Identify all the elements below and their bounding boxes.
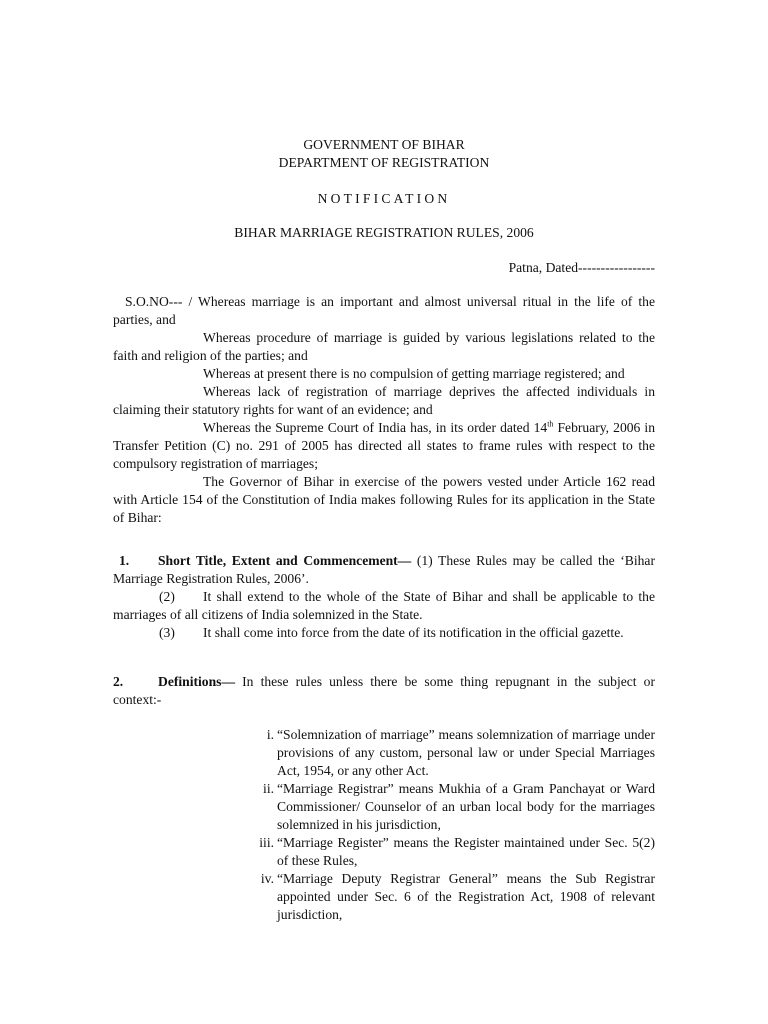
section-2: [113, 673, 655, 709]
preamble-para-3: Whereas at present there is no compulsion of getting marriage registered; and: [203, 366, 625, 381]
preamble-para-4: Whereas lack of registration of marriage deprives the affected individuals in claiming their statutory rights for want of an evidence; and: [113, 384, 655, 417]
preamble-para-5-a: Whereas the Supreme Court of India has, in its order dated 14: [203, 420, 548, 435]
rules-title: BIHAR MARRIAGE REGISTRATION RULES, 2006: [234, 225, 534, 240]
section-1-clause-3: It shall come into force from the date of its notification in the official gazette.: [203, 625, 624, 640]
section-1-clause-2-number: (2): [159, 589, 175, 604]
definition-number: iii.: [259, 835, 274, 850]
definition-text: “Marriage Deputy Registrar General” means the Sub Registrar appointed under Sec. 6 of the Registration Act, 1908 of relevant jurisdiction,: [277, 871, 655, 922]
definition-item: [240, 870, 655, 924]
definitions-list: [240, 726, 655, 924]
dated-line: Patna, Dated-----------------: [508, 260, 655, 275]
department-heading: DEPARTMENT OF REGISTRATION: [278, 155, 490, 170]
section-1-para-1: [113, 552, 655, 588]
section-1-para-2: [113, 588, 655, 624]
definition-number: ii.: [263, 781, 274, 796]
section-1-number: 1.: [119, 553, 130, 568]
definition-text: “Marriage Register” means the Register maintained under Sec. 5(2) of these Rules,: [277, 835, 655, 868]
preamble-para-1: S.O.NO--- / Whereas marriage is an important and almost universal ritual in the life of the parties, and: [113, 294, 655, 327]
preamble: [113, 293, 655, 527]
preamble-para-2: Whereas procedure of marriage is guided by various legislations related to the faith and religion of the parties; and: [113, 330, 655, 363]
definition-item: [240, 780, 655, 834]
definition-item: [240, 726, 655, 780]
definition-text: “Marriage Registrar” means Mukhia of a Gram Panchayat or Ward Commissioner/ Counselor of an urban local body for the marriages solemnized in his jurisdiction,: [277, 781, 655, 832]
section-1-clause-3-number: (3): [159, 625, 175, 640]
section-1-para-3: [113, 624, 655, 642]
government-heading: GOVERNMENT OF BIHAR: [303, 137, 465, 152]
definition-number: iv.: [260, 871, 274, 886]
section-1: [113, 552, 655, 642]
section-1-clause-1: (1) These Rules may be called the ‘Bihar Marriage Registration Rules, 2006’.: [113, 553, 655, 586]
preamble-para-5-b: February, 2006 in Transfer Petition (C) no. 291 of 2005 has directed all states to frame rules with respect to the compulsory registration of marriages;: [113, 420, 655, 471]
section-2-intro: [113, 673, 655, 709]
definition-item: [240, 834, 655, 870]
section-1-clause-2: It shall extend to the whole of the State of Bihar and shall be applicable to the marriages of all citizens of India solemnized in the State.: [113, 589, 655, 622]
preamble-para-5: [113, 419, 655, 473]
section-1-heading: Short Title, Extent and Commencement—: [158, 553, 412, 568]
definition-text: “Solemnization of marriage” means solemnization of marriage under provisions of any custom, personal law or under Special Marriages Act, 1954, or any other Act.: [277, 727, 655, 778]
notification-heading: NOTIFICATION: [317, 191, 451, 206]
definition-number: i.: [266, 727, 274, 742]
section-2-heading: Definitions—: [158, 674, 236, 689]
section-2-number: 2.: [113, 674, 124, 689]
preamble-para-6: The Governor of Bihar in exercise of the powers vested under Article 162 read with Article 154 of the Constitution of India makes following Rules for its application in the State of Bihar:: [113, 474, 655, 525]
ordinal-suffix: th: [547, 419, 554, 429]
section-2-intro-text: In these rules unless there be some thing repugnant in the subject or context:-: [113, 674, 655, 707]
